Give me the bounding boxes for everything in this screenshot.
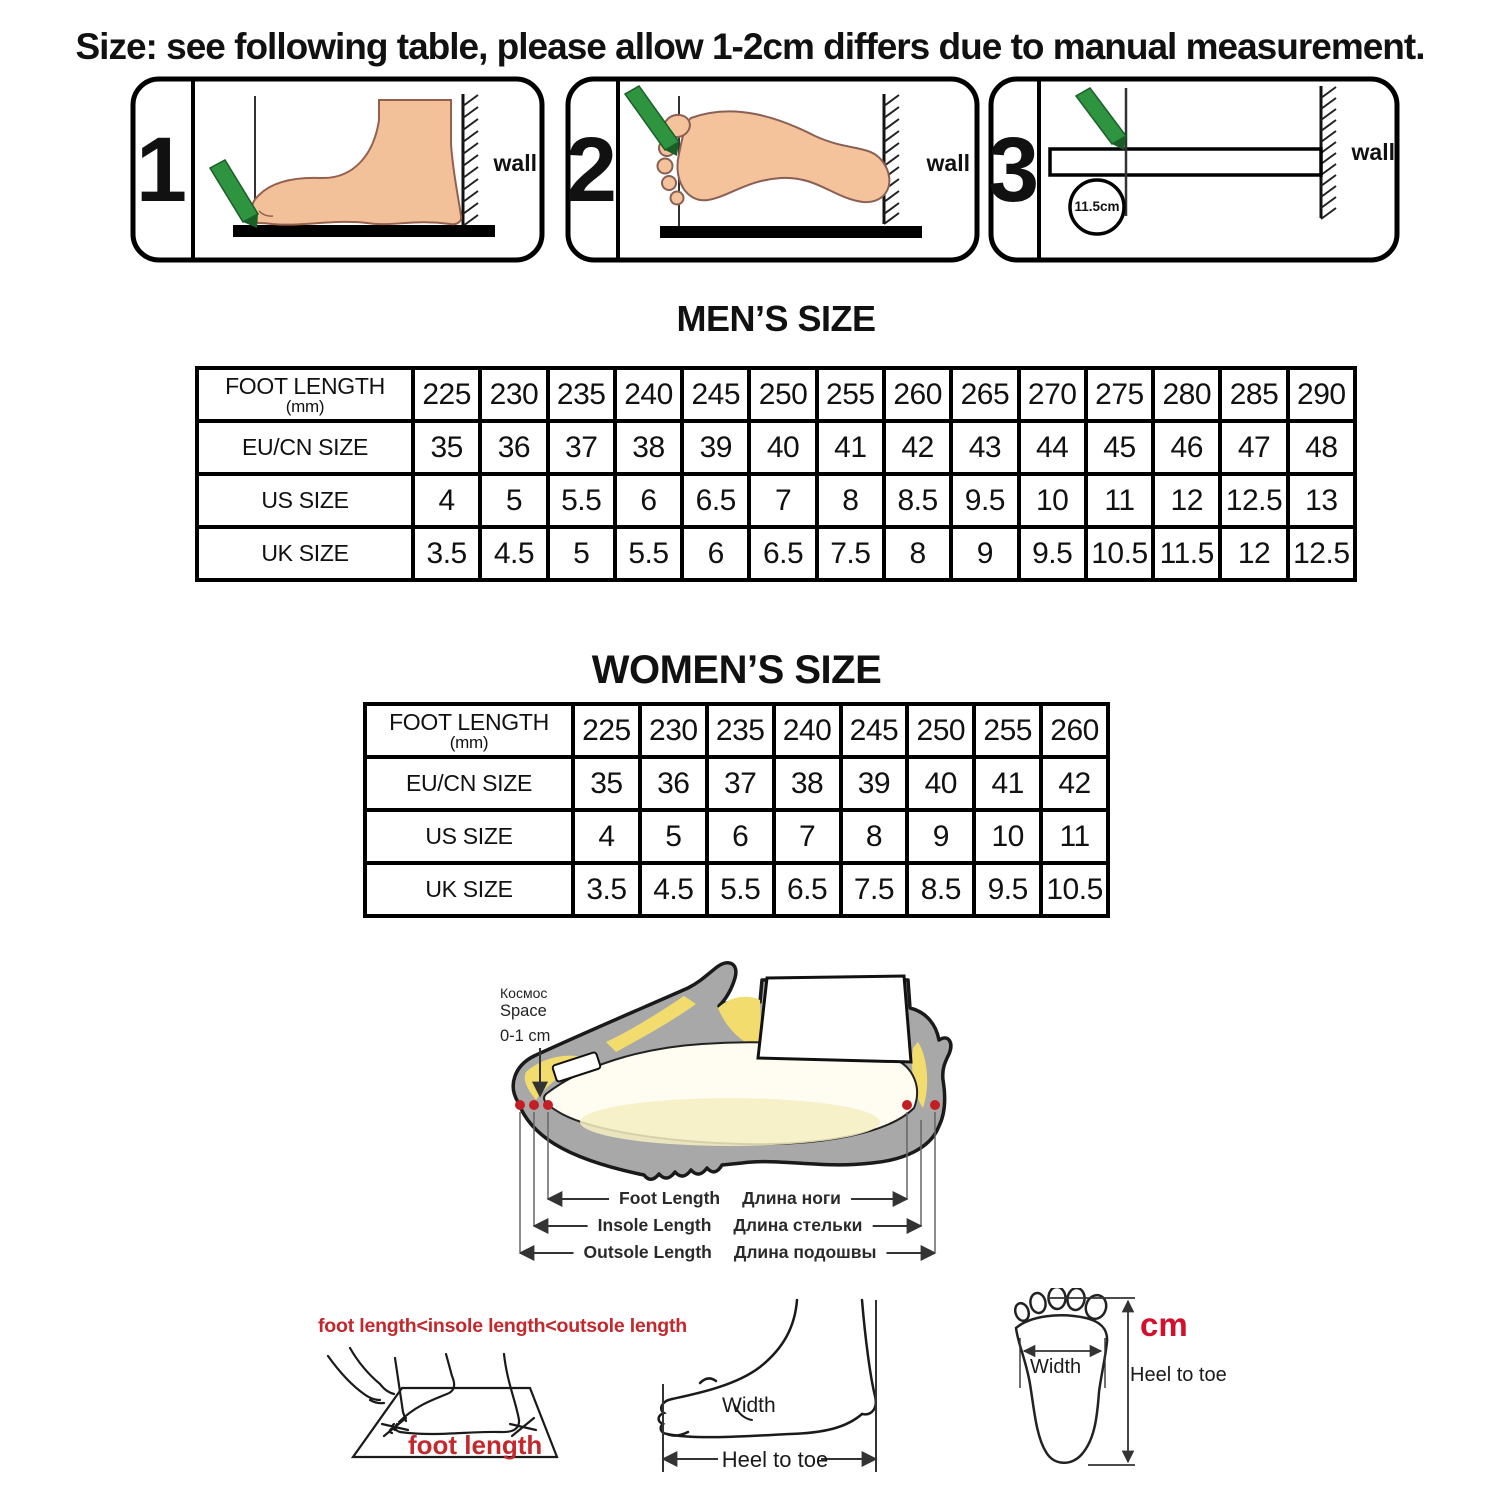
- row-header: FOOT LENGTH (mm): [365, 704, 573, 757]
- row-header: US SIZE: [365, 810, 573, 863]
- size-cell: 250: [907, 704, 974, 757]
- size-cell: 7: [774, 810, 841, 863]
- width-label: Width: [722, 1394, 776, 1417]
- measure-step-1-panel: [130, 76, 545, 263]
- size-cell: 8: [817, 474, 884, 527]
- size-cell: 245: [682, 368, 749, 421]
- size-cell: 13: [1288, 474, 1355, 527]
- size-cell: 265: [951, 368, 1018, 421]
- size-cell: 12: [1220, 527, 1287, 580]
- dim-en: Foot Length: [619, 1188, 721, 1208]
- size-cell: 235: [548, 368, 615, 421]
- foot-length-caption: foot length: [408, 1430, 543, 1460]
- step-number: 3: [988, 118, 1040, 221]
- size-cell: 9.5: [974, 863, 1041, 916]
- dim-ru: Длина ноги: [742, 1188, 841, 1208]
- ruler-icon: [1050, 149, 1321, 175]
- size-cell: 42: [1041, 757, 1108, 810]
- size-cell: 260: [884, 368, 951, 421]
- floor-bar: [233, 225, 495, 237]
- size-cell: 12: [1153, 474, 1220, 527]
- wall-label: wall: [493, 150, 537, 176]
- size-cell: 4.5: [640, 863, 707, 916]
- size-cell: 270: [1019, 368, 1086, 421]
- size-cell: 240: [615, 368, 682, 421]
- size-cell: 8.5: [884, 474, 951, 527]
- size-cell: 4: [573, 810, 640, 863]
- cm-label: cm: [1140, 1306, 1188, 1343]
- size-cell: 250: [749, 368, 816, 421]
- dim-ru: Длина стельки: [733, 1215, 863, 1235]
- size-cell: 46: [1153, 421, 1220, 474]
- size-cell: 36: [640, 757, 707, 810]
- dim-en: Insole Length: [597, 1215, 712, 1235]
- size-cell: 225: [413, 368, 480, 421]
- size-cell: 4: [413, 474, 480, 527]
- size-cell: 225: [573, 704, 640, 757]
- size-cell: 38: [615, 421, 682, 474]
- size-cell: 6: [615, 474, 682, 527]
- half-size-note: 11.5cm: [1074, 199, 1120, 214]
- size-cell: 255: [974, 704, 1041, 757]
- size-cell: 5: [548, 527, 615, 580]
- size-cell: 47: [1220, 421, 1287, 474]
- size-cell: 5.5: [548, 474, 615, 527]
- heel-to-toe-label: Heel to toe: [721, 1447, 829, 1472]
- insole-length-dim-label: [588, 1215, 873, 1236]
- size-cell: 6: [707, 810, 774, 863]
- size-cell: 40: [749, 421, 816, 474]
- step-number: 1: [135, 118, 188, 221]
- table-row: [197, 421, 1355, 474]
- size-cell: 38: [774, 757, 841, 810]
- size-cell: 9: [907, 810, 974, 863]
- step-number: 2: [565, 118, 618, 221]
- sneaker-icon: [513, 963, 951, 1180]
- table-row: [365, 863, 1108, 916]
- size-cell: 255: [817, 368, 884, 421]
- outsole-length-dim-label: [574, 1242, 887, 1263]
- footprint-width-label: Width: [1030, 1356, 1082, 1378]
- size-cell: 45: [1086, 421, 1153, 474]
- womens-size-table: [363, 702, 1110, 918]
- hand-icon: [328, 1348, 394, 1403]
- row-header: UK SIZE: [197, 527, 413, 580]
- size-cell: 230: [640, 704, 707, 757]
- size-cell: 11: [1086, 474, 1153, 527]
- size-cell: 245: [841, 704, 908, 757]
- floor-bar: [660, 226, 922, 238]
- row-header: EU/CN SIZE: [365, 757, 573, 810]
- row-header: US SIZE: [197, 474, 413, 527]
- size-cell: 44: [1019, 421, 1086, 474]
- size-cell: 3.5: [573, 863, 640, 916]
- size-cell: 12.5: [1288, 527, 1355, 580]
- size-cell: 10.5: [1086, 527, 1153, 580]
- measure-step-3-panel: [988, 76, 1400, 263]
- row-header: EU/CN SIZE: [197, 421, 413, 474]
- size-cell: 37: [548, 421, 615, 474]
- size-cell: 41: [817, 421, 884, 474]
- size-cell: 35: [413, 421, 480, 474]
- toe-space-note: [500, 985, 550, 1046]
- wall-label: wall: [926, 150, 970, 176]
- table-row: [197, 527, 1355, 580]
- size-cell: 7.5: [841, 863, 908, 916]
- space-label-ru: Космос: [500, 985, 548, 1001]
- size-cell: 42: [884, 421, 951, 474]
- length-rule-note: foot length<insole length<outsole length: [318, 1315, 687, 1337]
- dim-en: Outsole Length: [583, 1242, 712, 1262]
- size-cell: 39: [841, 757, 908, 810]
- page-title: Size: see following table, please allow 1-2cm differs due to manual measurement.: [75, 26, 1425, 67]
- dim-ru: Длина подошвы: [733, 1242, 877, 1262]
- table-row: [365, 757, 1108, 810]
- size-cell: 6: [682, 527, 749, 580]
- size-cell: 8: [884, 527, 951, 580]
- footprint-heel-to-toe-label: Heel to toe: [1130, 1364, 1227, 1386]
- size-cell: 285: [1220, 368, 1287, 421]
- size-cell: 280: [1153, 368, 1220, 421]
- size-cell: 6.5: [682, 474, 749, 527]
- size-cell: 35: [573, 757, 640, 810]
- size-cell: 9: [951, 527, 1018, 580]
- womens-size-title: WOMEN’S SIZE: [591, 648, 882, 692]
- measure-step-3-illustration: [988, 76, 1400, 263]
- wall-label: wall: [1351, 139, 1395, 165]
- measure-step-2-illustration: [565, 76, 980, 263]
- size-cell: 230: [480, 368, 547, 421]
- size-cell: 3.5: [413, 527, 480, 580]
- row-header: FOOT LENGTH (mm): [197, 368, 413, 421]
- measure-step-2-panel: [565, 76, 980, 263]
- table-row: [365, 704, 1108, 757]
- size-cell: 275: [1086, 368, 1153, 421]
- mens-size-title: MEN’S SIZE: [676, 298, 876, 339]
- size-cell: 6.5: [749, 527, 816, 580]
- size-cell: 290: [1288, 368, 1355, 421]
- size-cell: 260: [1041, 704, 1108, 757]
- leg-icon: [758, 976, 911, 1062]
- table-row: [197, 368, 1355, 421]
- space-range: 0-1 cm: [500, 1026, 551, 1045]
- size-cell: 235: [707, 704, 774, 757]
- size-cell: 7.5: [817, 527, 884, 580]
- size-cell: 240: [774, 704, 841, 757]
- size-cell: 11.5: [1153, 527, 1220, 580]
- size-cell: 6.5: [774, 863, 841, 916]
- size-cell: 48: [1288, 421, 1355, 474]
- size-cell: 7: [749, 474, 816, 527]
- size-cell: 8.5: [907, 863, 974, 916]
- size-cell: 5: [480, 474, 547, 527]
- size-cell: 10: [974, 810, 1041, 863]
- row-header: UK SIZE: [365, 863, 573, 916]
- foot-length-dim-label: [609, 1188, 851, 1209]
- space-label-en: Space: [500, 1001, 547, 1020]
- table-row: [365, 810, 1108, 863]
- size-cell: 5: [640, 810, 707, 863]
- size-cell: 39: [682, 421, 749, 474]
- size-cell: 37: [707, 757, 774, 810]
- table-row: [197, 474, 1355, 527]
- size-cell: 41: [974, 757, 1041, 810]
- size-cell: 5.5: [615, 527, 682, 580]
- size-cell: 9.5: [951, 474, 1018, 527]
- size-cell: 12.5: [1220, 474, 1287, 527]
- size-cell: 10.5: [1041, 863, 1108, 916]
- size-cell: 4.5: [480, 527, 547, 580]
- size-cell: 43: [951, 421, 1018, 474]
- size-cell: 8: [841, 810, 908, 863]
- size-cell: 11: [1041, 810, 1108, 863]
- pencil-line: [395, 1358, 406, 1421]
- size-cell: 36: [480, 421, 547, 474]
- size-cell: 5.5: [707, 863, 774, 916]
- size-cell: 40: [907, 757, 974, 810]
- size-cell: 9.5: [1019, 527, 1086, 580]
- mens-size-table: [195, 366, 1357, 582]
- size-cell: 10: [1019, 474, 1086, 527]
